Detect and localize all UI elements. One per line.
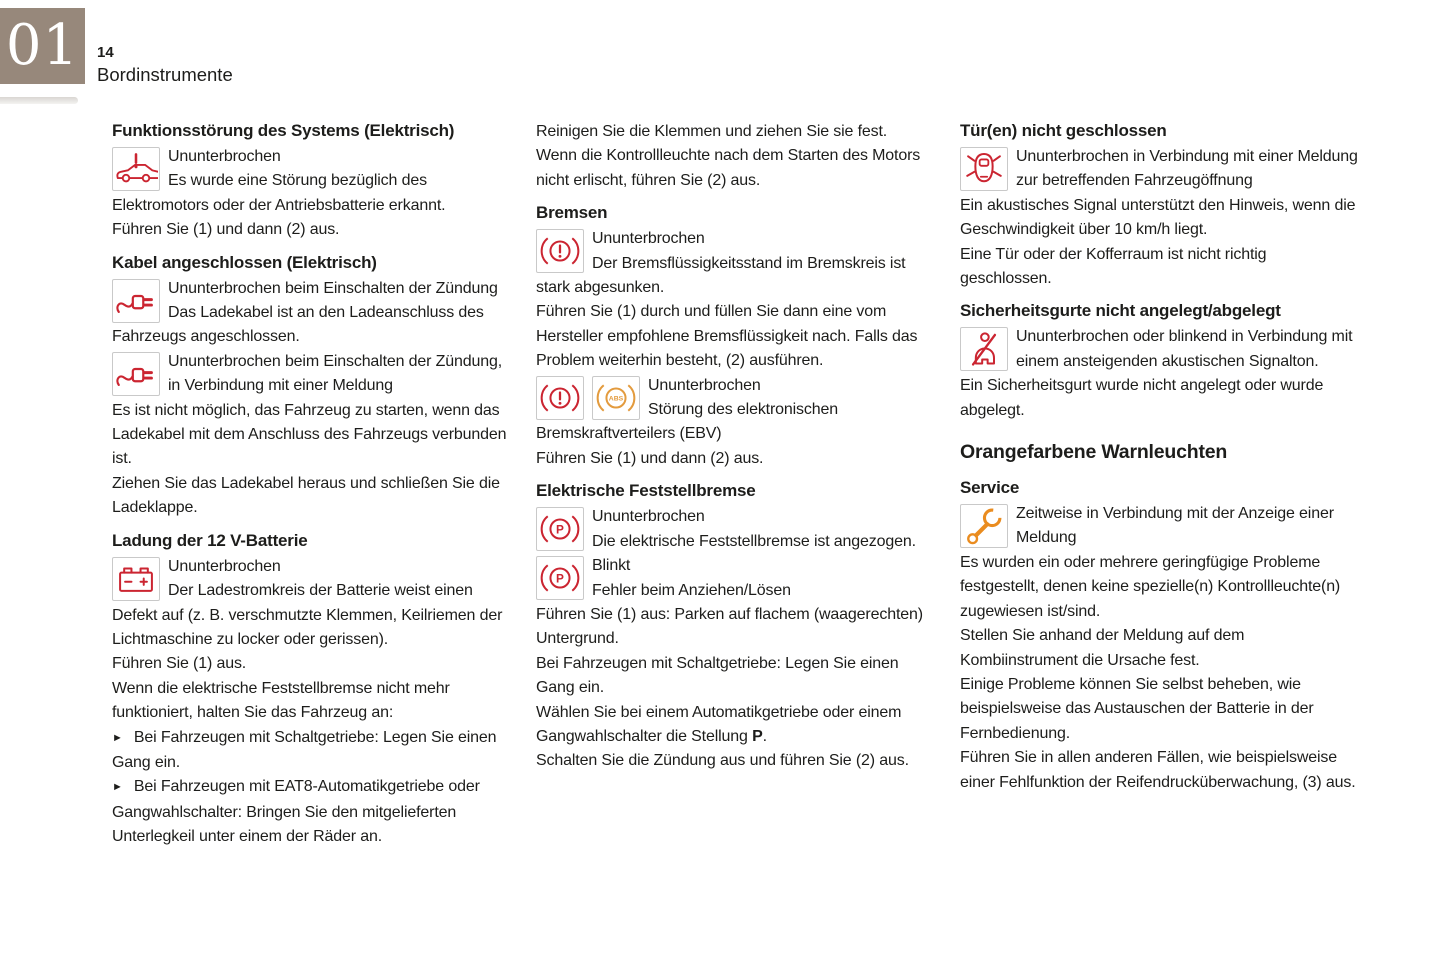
brake-warning-icon — [536, 376, 584, 420]
gear-position-p: P — [752, 727, 763, 745]
note-text: Wenn die elektrische Feststellbremse nicht mehr funktioniert, halten Sie das Fahrzeug an: — [112, 679, 450, 722]
doors-open-icon — [960, 147, 1008, 191]
indicator-description: Eine Tür oder der Kofferraum ist nicht richtig geschlossen. — [960, 245, 1267, 288]
indicator-description: Störung des elektronischen Bremskraftverteilers (EBV) — [536, 401, 838, 443]
bullet-text: Bei Fahrzeugen mit EAT8-Automatikgetriebe oder Gangwahlschalter: Bringen Sie den mitgelieferten Unterlegkeil unter einem der Räder an. — [112, 778, 480, 846]
indicator-state: Blinkt — [592, 557, 631, 575]
action-text: Führen Sie (1) aus. — [112, 655, 247, 673]
indicator-description: Der Ladestromkreis der Batterie weist einen Defekt auf (z. B. verschmutzte Klemmen, Keilriemen der Lichtmaschine zu locker oder gerissen). — [112, 582, 503, 648]
indicator-description: Es wurde eine Störung bezüglich des Elektromotors oder der Antriebsbatterie erkannt. — [112, 172, 446, 214]
column-3 — [960, 120, 1358, 795]
indicator-description: Der Bremsflüssigkeitsstand im Bremskreis ist stark abgesunken. — [536, 254, 906, 297]
indicator-description: Stellen Sie anhand der Meldung auf dem Kombiinstrument die Ursache fest. — [960, 627, 1245, 669]
topic-heading: Funktionsstörung des Systems (Elektrisch) — [112, 121, 455, 140]
column-2 — [536, 120, 932, 774]
indicator-description: Einige Probleme können Sie selbst beheben, wie beispielsweise das Austauschen der Batterie in der Fernbedienung. — [960, 675, 1314, 742]
action-text: Führen Sie (1) und dann (2) aus. — [112, 221, 340, 239]
chapter-number: 01 — [5, 13, 80, 78]
group-heading: Orangefarbene Warnleuchten — [960, 441, 1228, 464]
indicator-state: Ununterbrochen oder blinkend in Verbindung mit einem ansteigenden akustischen Signalton. — [1016, 328, 1353, 370]
brake-warning-icon — [536, 229, 584, 273]
action-text: Führen Sie (1) und dann (2) aus. — [536, 449, 764, 467]
warning-block — [960, 325, 1358, 423]
indicator-state: Ununterbrochen beim Einschalten der Zündung, in Verbindung mit einer Meldung — [168, 352, 503, 395]
action-text: Führen Sie in allen anderen Fällen, wie beispielsweise einer Fehlfunktion der Reifendrucküberwachung, (3) aus. — [960, 749, 1356, 791]
parking-brake-icon — [536, 556, 584, 600]
indicator-description: Es wurden ein oder mehrere geringfügige Probleme festgestellt, denen keine spezielle(n) Kontrollleuchte(n) zugewiesen ist/sind. — [960, 553, 1341, 620]
topic-heading: Tür(en) nicht geschlossen — [960, 121, 1167, 140]
warning-block — [112, 555, 512, 850]
topic-heading: Ladung der 12 V-Batterie — [112, 530, 308, 550]
warning-block — [536, 374, 932, 472]
indicator-state: Ununterbrochen — [168, 148, 281, 165]
service-wrench-icon — [960, 504, 1008, 548]
warning-block — [112, 350, 512, 521]
abs-icon — [592, 376, 640, 420]
warning-block — [960, 145, 1358, 291]
charging-cable-icon — [112, 279, 160, 323]
paragraph-text: Wählen Sie bei einem Automatikgetriebe oder einem Gangwahlschalter die Stellung — [536, 703, 902, 745]
bullet-item — [112, 775, 512, 849]
action-text: Führen Sie (1) aus: Parken auf flachem (waagerechten) Untergrund. — [536, 605, 923, 648]
svg-text:P: P — [556, 571, 564, 586]
paragraph-text: . — [762, 727, 767, 745]
indicator-state: Ununterbrochen in Verbindung mit einer Meldung zur betreffenden Fahrzeugöffnung — [1016, 148, 1358, 190]
chapter-tab-shadow — [0, 97, 78, 104]
indicator-description: Ein Sicherheitsgurt wurde nicht angelegt oder wurde abgelegt. — [960, 377, 1324, 419]
paragraph: Wenn die Kontrollleuchte nach dem Starten des Motors nicht erlischt, führen Sie (2) aus. — [536, 147, 921, 189]
indicator-state: Ununterbrochen — [592, 230, 705, 248]
indicator-description: Fehler beim Anziehen/Lösen — [592, 581, 791, 599]
indicator-state: Ununterbrochen — [648, 376, 761, 394]
topic-heading: Kabel angeschlossen (Elektrisch) — [112, 252, 377, 272]
indicator-state: Zeitweise in Verbindung mit der Anzeige einer Meldung — [1016, 505, 1334, 547]
indicator-description: Das Ladekabel ist an den Ladeanschluss des Fahrzeugs angeschlossen. — [112, 304, 484, 346]
parking-brake-icon — [536, 507, 584, 551]
bullet-triangle-icon: ► — [112, 731, 123, 744]
topic-heading: Service — [960, 478, 1020, 498]
topic-heading: Sicherheitsgurte nicht angelegt/abgelegt — [960, 301, 1281, 321]
indicator-state: Ununterbrochen beim Einschalten der Zündung — [168, 279, 498, 297]
topic-heading: Bremsen — [536, 203, 608, 223]
page-number: 14 — [97, 44, 114, 61]
indicator-description: Es ist nicht möglich, das Fahrzeug zu starten, wenn das Ladekabel mit dem Anschluss des Fahrzeugs verbunden ist. — [112, 401, 507, 468]
warning-block — [112, 277, 512, 350]
indicator-state: Ununterbrochen — [168, 557, 281, 575]
seatbelt-warning-icon — [960, 327, 1008, 371]
section-title: Bordinstrumente — [97, 64, 233, 85]
indicator-description: Ein akustisches Signal unterstützt den Hinweis, wenn die Geschwindigkeit über 10 km/h liegt. — [960, 196, 1356, 239]
topic-heading: Elektrische Feststellbremse — [536, 481, 756, 501]
svg-text:P: P — [556, 522, 564, 537]
indicator-state: Ununterbrochen — [592, 508, 705, 526]
electric-system-fault-icon — [112, 147, 160, 191]
svg-text:ABS: ABS — [608, 395, 624, 403]
bullet-text: Bei Fahrzeugen mit Schaltgetriebe: Legen Sie einen Gang ein. — [112, 728, 497, 771]
indicator-description: Ziehen Sie das Ladekabel heraus und schließen Sie die Ladeklappe. — [112, 474, 500, 517]
warning-block — [960, 502, 1358, 795]
bullet-item — [112, 726, 512, 776]
paragraph: Bei Fahrzeugen mit Schaltgetriebe: Legen Sie einen Gang ein. — [536, 654, 899, 697]
paragraph: Reinigen Sie die Klemmen und ziehen Sie sie fest. — [536, 123, 888, 140]
column-1 — [112, 120, 512, 850]
warning-block — [112, 145, 512, 218]
indicator-description: Die elektrische Feststellbremse ist angezogen. — [592, 532, 916, 550]
paragraph: Schalten Sie die Zündung aus und führen Sie (2) aus. — [536, 752, 909, 770]
warning-block — [536, 227, 932, 373]
charging-cable-icon — [112, 352, 160, 396]
paragraph — [536, 701, 932, 750]
bullet-triangle-icon: ► — [112, 781, 123, 794]
warning-block — [536, 505, 932, 554]
chapter-tab — [0, 8, 85, 84]
action-text: Führen Sie (1) durch und füllen Sie dann eine vom Hersteller empfohlene Bremsflüssigkeit nach. Falls das Problem weiterhin besteht, (2) ausführen. — [536, 303, 918, 370]
battery-charge-icon — [112, 557, 160, 601]
warning-block — [536, 554, 932, 774]
